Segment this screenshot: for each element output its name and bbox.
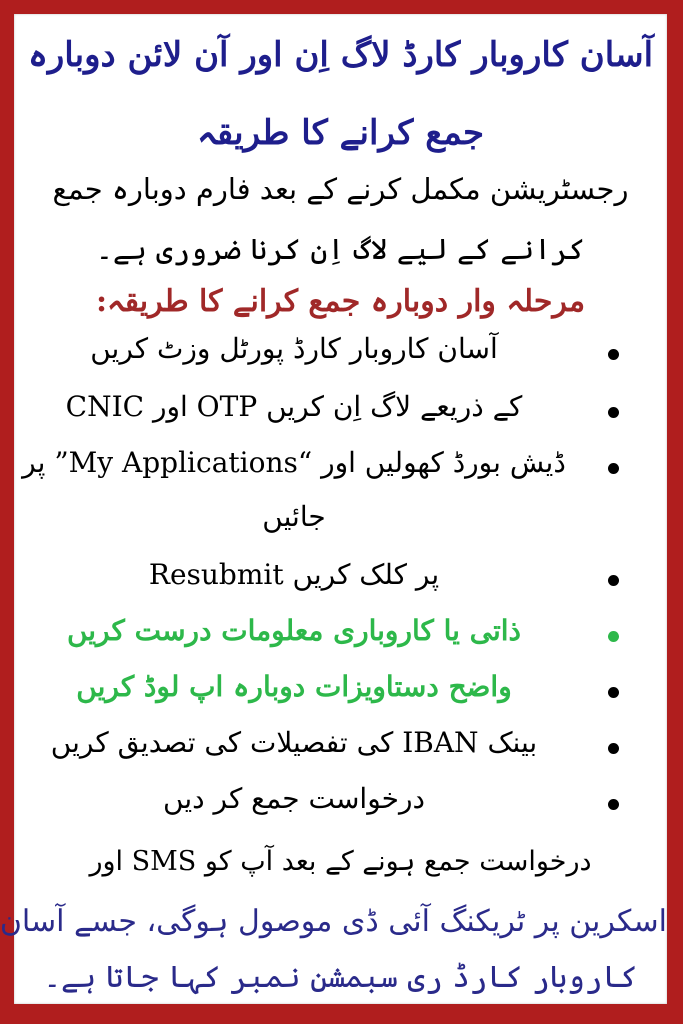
intro-line-2: کرانے کے لیے لاگ اِن کرنا ضروری ہے۔ [95,232,586,266]
intro-line-1: رجسٹریشن مکمل کرنے کے بعد فارم دوبارہ جمع [52,172,629,206]
footer-line-3: کاروبار کارڈ ری سبمشن نمبر کہا جاتا ہے۔ [43,960,638,995]
content-panel [0,14,667,1004]
title-line-1: آسان کاروبار کارڈ لاگ اِن اور آن لائن دوبارہ [27,35,654,75]
footer-line-1: درخواست جمع ہونے کے بعد آپ کو SMS اور [89,846,592,877]
steps-heading: مرحلہ وار دوبارہ جمع کرانے کا طریقہ: [95,284,586,319]
bullet-dot-icon [608,407,619,418]
step-item [14,782,667,828]
bullet-dot-icon [608,687,619,698]
step-item [14,614,667,660]
step-item [14,670,667,716]
step-text: بینک IBAN کی تفصیلات کی تصدیق کریں [50,726,538,759]
step-item [14,390,667,436]
step-item [14,726,667,772]
bullet-dot-icon [608,349,619,360]
step-text: واضح دستاویزات دوبارہ اپ لوڈ کریں [76,670,512,703]
title-line-2: جمع کرانے کا طریقہ [196,113,484,153]
step-item [14,558,667,604]
step-text: درخواست جمع کر دیں [163,782,425,815]
step-text: CNIC اور OTP کے ذریعے لاگ اِن کریں [65,390,523,423]
bullet-dot-icon [608,631,619,642]
footer-line-2: اسکرین پر ٹریکنگ آئی ڈی موصول ہوگی، جسے آسان [0,904,667,939]
step-text: Resubmit پر کلک کریں [148,558,440,591]
step-text: ذاتی یا کاروباری معلومات درست کریں [66,614,522,647]
step-text: آسان کاروبار کارڈ پورٹل وزٹ کریں [90,332,498,365]
step-item [14,446,667,492]
step-text: ڈیش بورڈ کھولیں اور “My Applications” پر [22,446,566,479]
bullet-dot-icon [608,463,619,474]
bullet-dot-icon [608,575,619,586]
bullet-dot-icon [608,799,619,810]
step-item [14,332,667,378]
bullet-dot-icon [608,743,619,754]
step-text-continuation: جائیں [262,500,326,533]
